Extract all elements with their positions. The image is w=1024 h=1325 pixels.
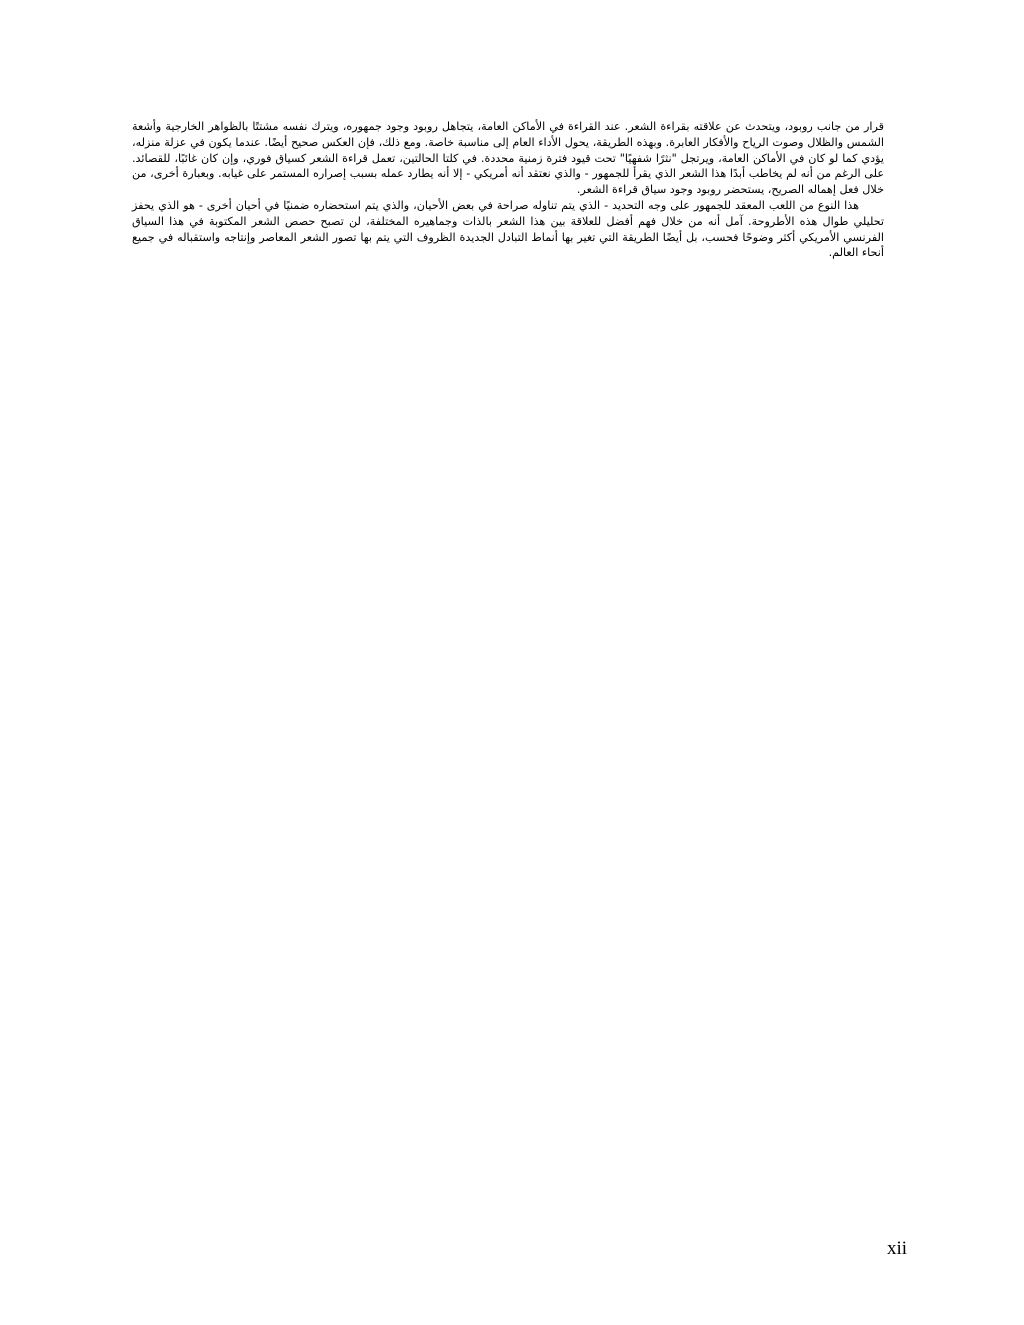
page-number: xii — [886, 1238, 907, 1259]
body-text — [132, 119, 884, 261]
paragraph-2: هذا النوع من اللعب المعقد للجمهور على وجه التحديد - الذي يتم تناوله صراحة في بعض الأحيان، والذي يتم استحضاره ضمنيًا في أحيان أخرى - هو الذي يحفز تحليلي طوال هذه الأطروحة. آمل أنه من خلال فهم أفضل للعلاقة بين هذا الشعر بالذات وجماهيره المختلفة، لن تصبح حصص الشعر المكتوبة في هذا السياق الفرنسي الأمريكي أكثر وضوحًا فحسب، بل أيضًا الطريقة التي تغير بها أنماط التبادل الجديدة الظروف التي يتم بها تصور الشعر المعاصر وإنتاجه واستقباله في جميع أنحاء العالم. — [132, 198, 884, 260]
paragraph-1: قرار من جانب روبود، ويتحدث عن علاقته بقراءة الشعر. عند القراءة في الأماكن العامة، يتجاهل روبود وجود جمهوره، ويترك نفسه مشتتًا بالظواهر الخارجية وأشعة الشمس والظلال وصوت الرياح والأفكار العابرة. وبهذه الطريقة، يحول الأداء العام إلى مناسبة خاصة. ومع ذلك، فإن العكس صحيح أيضًا. عندما يكون في عزلة منزله، يؤدي كما لو كان في الأماكن العامة، ويرتجل "نثرًا شفهيًا" تحت قيود فترة زمنية محددة. في كلتا الحالتين، تعمل قراءة الشعر كسياق فوري، وإن كان غائبًا، للقصائد. على الرغم من أنه لم يخاطب أبدًا هذا الشعر الذي يقرأ للجمهور - والذي نعتقد أنه أمريكي - إلا أنه يطارد عمله بسبب إصراره المستمر على غيابه. وبعبارة أخرى، من خلال فعل إهماله الصريح، يستحضر روبود وجود سياق قراءة الشعر. — [132, 120, 884, 197]
